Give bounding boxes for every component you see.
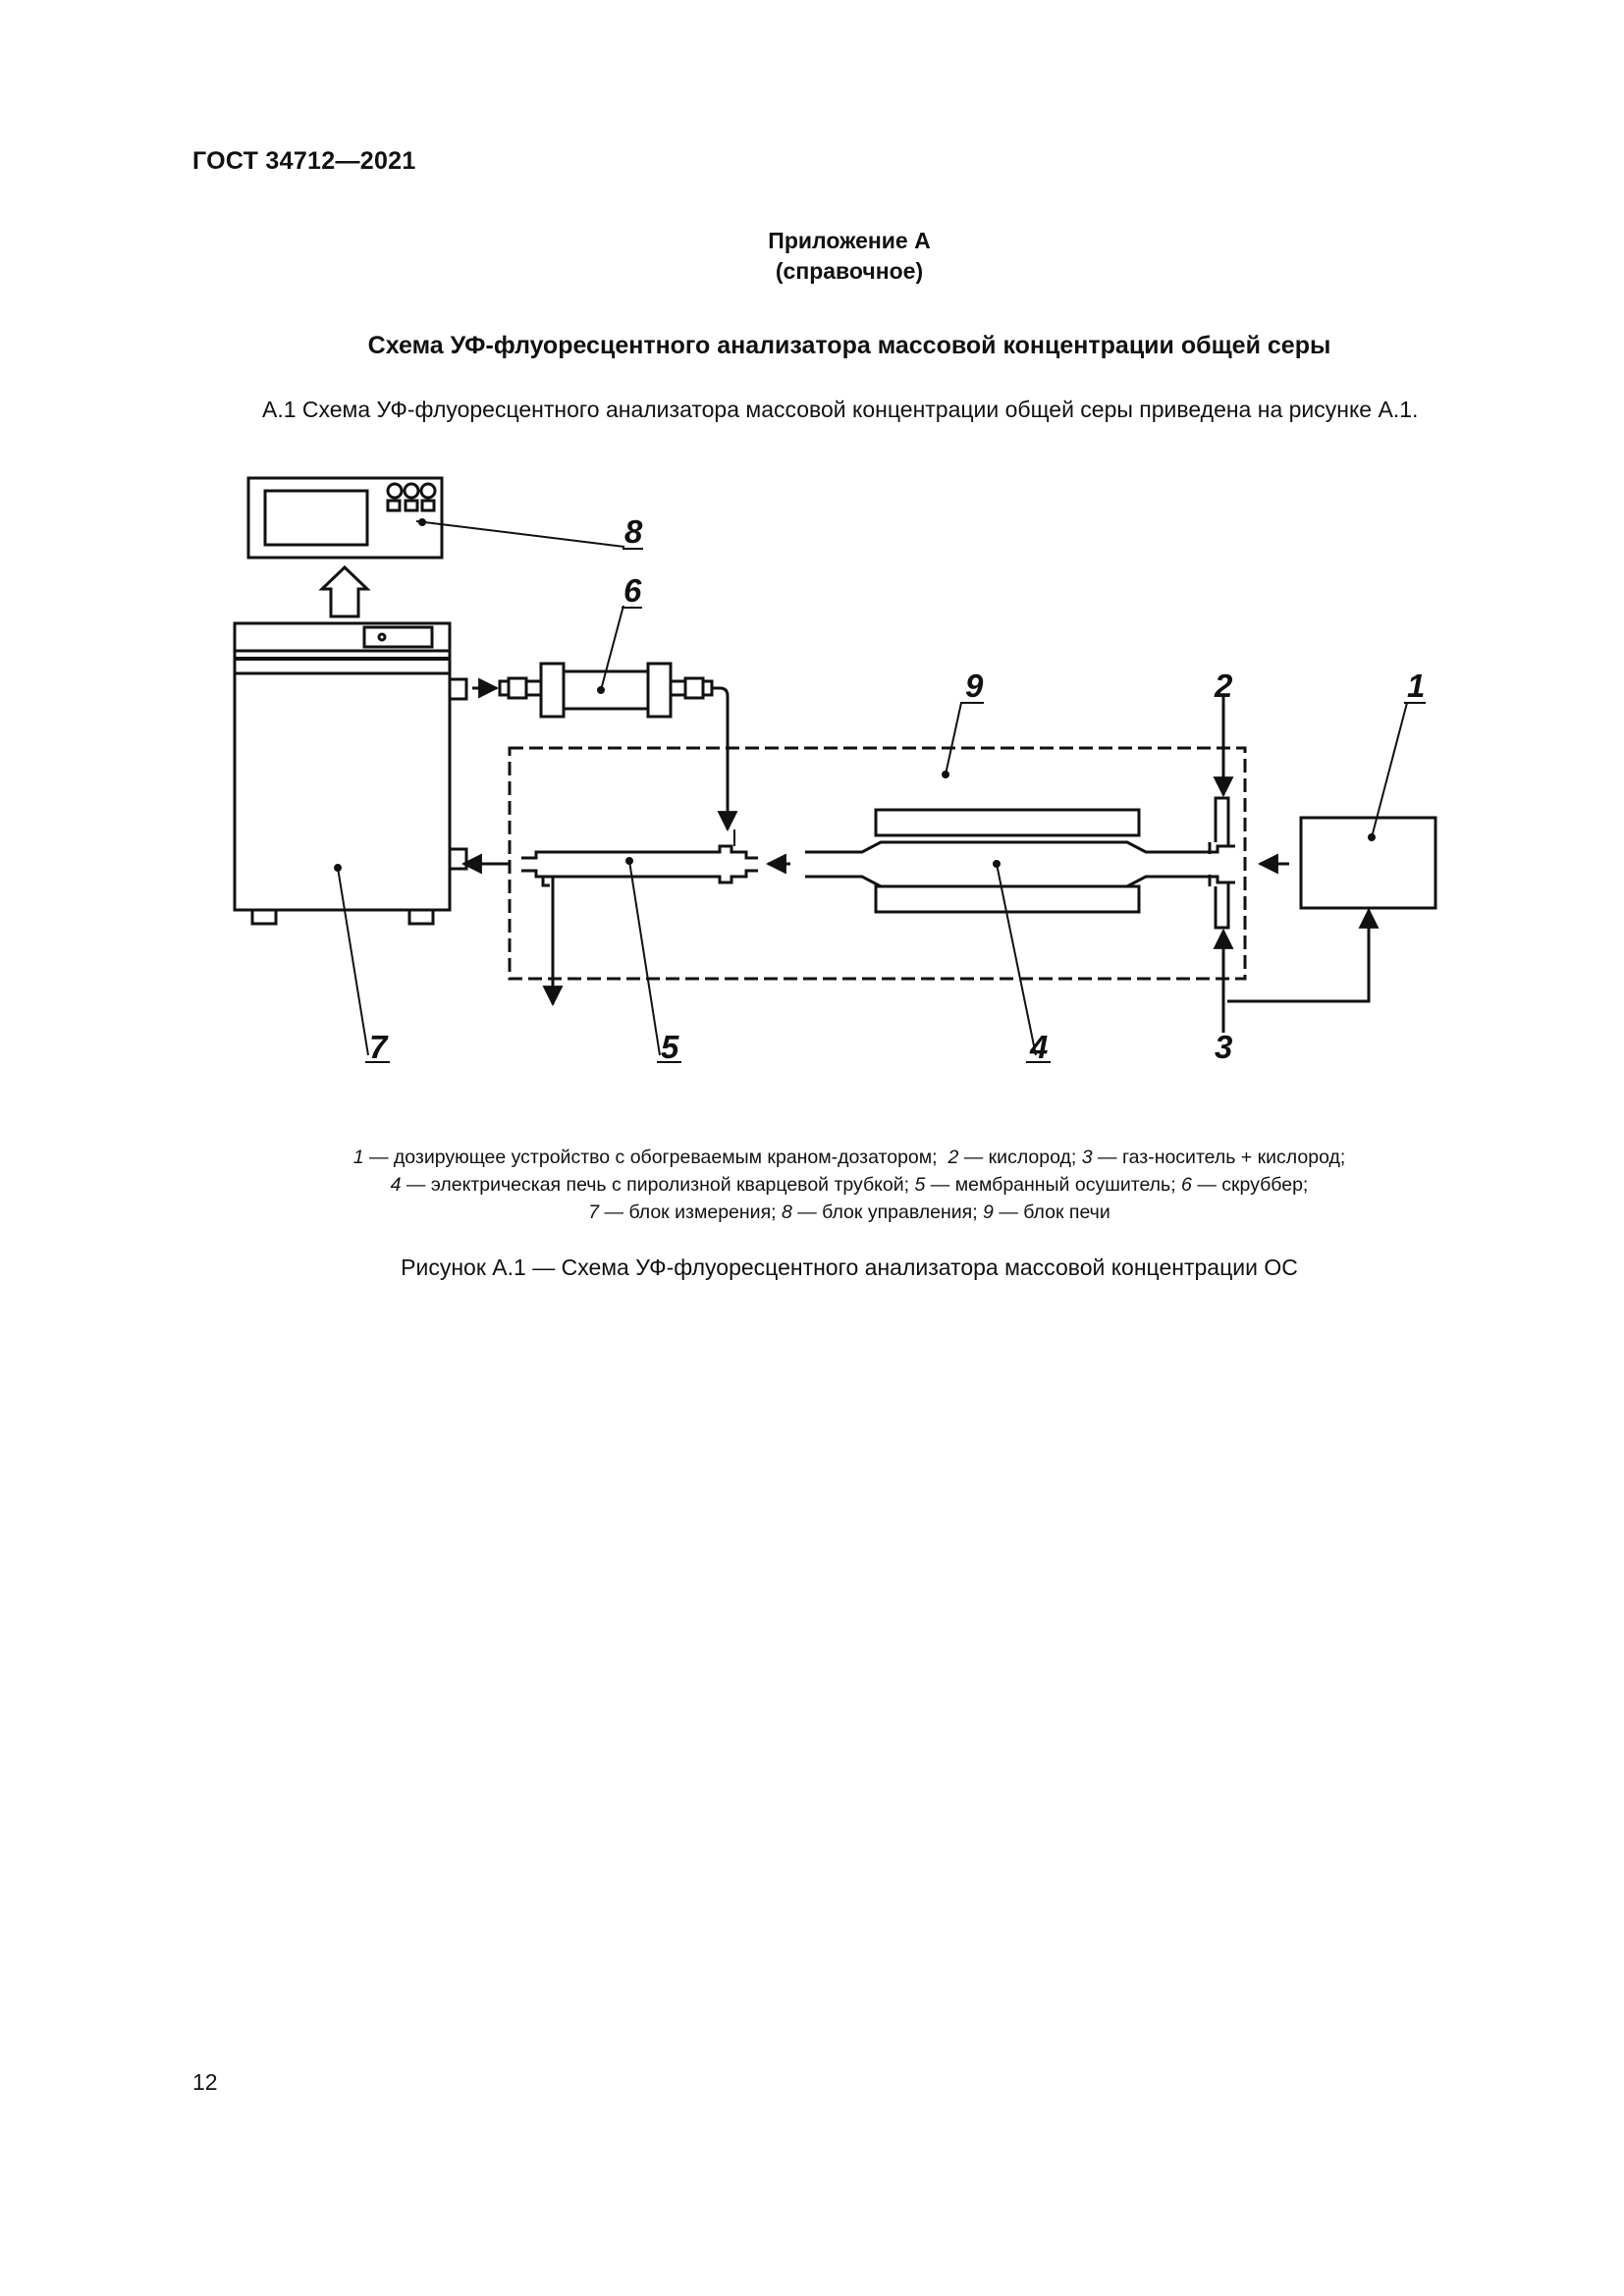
scrubber: [472, 606, 728, 829]
appendix-subtitle: (справочное): [775, 258, 924, 284]
legend-num-7: 7: [588, 1201, 600, 1223]
legend-text-6: — скруббер;: [1191, 1174, 1309, 1196]
label-8: 8: [624, 513, 643, 550]
standard-header: ГОСТ 34712—2021: [192, 147, 416, 175]
legend-line-2: [0, 1171, 1624, 1199]
legend-text-3: — газ-носитель + кислород;: [1092, 1147, 1346, 1168]
label-6: 6: [623, 572, 642, 609]
legend-num-5: 5: [914, 1174, 926, 1196]
page-number: 12: [192, 2069, 218, 2095]
label-3: 3: [1215, 1029, 1233, 1065]
legend-num-9: 9: [983, 1201, 994, 1223]
legend-text-7: — блок измерения;: [599, 1201, 777, 1223]
control-unit: [248, 478, 624, 558]
legend-text-5: — мембранный осушитель;: [925, 1174, 1176, 1196]
figure-legend: [0, 1144, 1624, 1226]
legend-text-9: — блок печи: [993, 1201, 1110, 1223]
label-5: 5: [661, 1029, 679, 1065]
furnace-block: [510, 748, 1245, 979]
legend-num-2: 2: [947, 1147, 959, 1168]
electric-furnace: [768, 810, 1235, 1055]
section-title: Схема УФ-флуоресцентного анализатора массовой концентрации общей серы: [367, 332, 1331, 359]
legend-line-3: [0, 1199, 1624, 1226]
label-2: 2: [1215, 667, 1233, 704]
intro-paragraph: А.1 Схема УФ-флуоресцентного анализатора массовой концентрации общей серы приведена на рисунке А.1.: [262, 397, 1419, 422]
legend-num-3: 3: [1081, 1147, 1093, 1168]
legend-num-6: 6: [1181, 1174, 1192, 1196]
label-4: 4: [1030, 1029, 1049, 1065]
legend-text-1: — дозирующее устройство с обогреваемым краном-дозатором;: [363, 1147, 938, 1168]
legend-num-4: 4: [390, 1174, 402, 1196]
dosing-device: [1260, 703, 1435, 908]
legend-text-8: — блок управления;: [791, 1201, 978, 1223]
legend-text-2: — кислород;: [958, 1147, 1077, 1168]
analyzer-schematic: [0, 0, 1624, 1139]
legend-num-1: 1: [352, 1147, 364, 1168]
legend-text-4: — электрическая печь с пиролизной кварцевой трубкой;: [401, 1174, 910, 1196]
appendix-title: Приложение А: [768, 228, 931, 253]
legend-num-8: 8: [781, 1201, 792, 1223]
figure-caption: Рисунок А.1 — Схема УФ-флуоресцентного анализатора массовой концентрации ОС: [401, 1255, 1298, 1280]
membrane-dryer: [463, 829, 758, 1055]
label-1: 1: [1407, 667, 1426, 704]
legend-line-1: [0, 1144, 1624, 1171]
measurement-unit: [235, 623, 466, 1055]
label-7: 7: [369, 1029, 388, 1065]
gas-inlets: [1216, 695, 1369, 1033]
label-9: 9: [965, 667, 984, 704]
hollow-up-arrow: [322, 567, 367, 616]
